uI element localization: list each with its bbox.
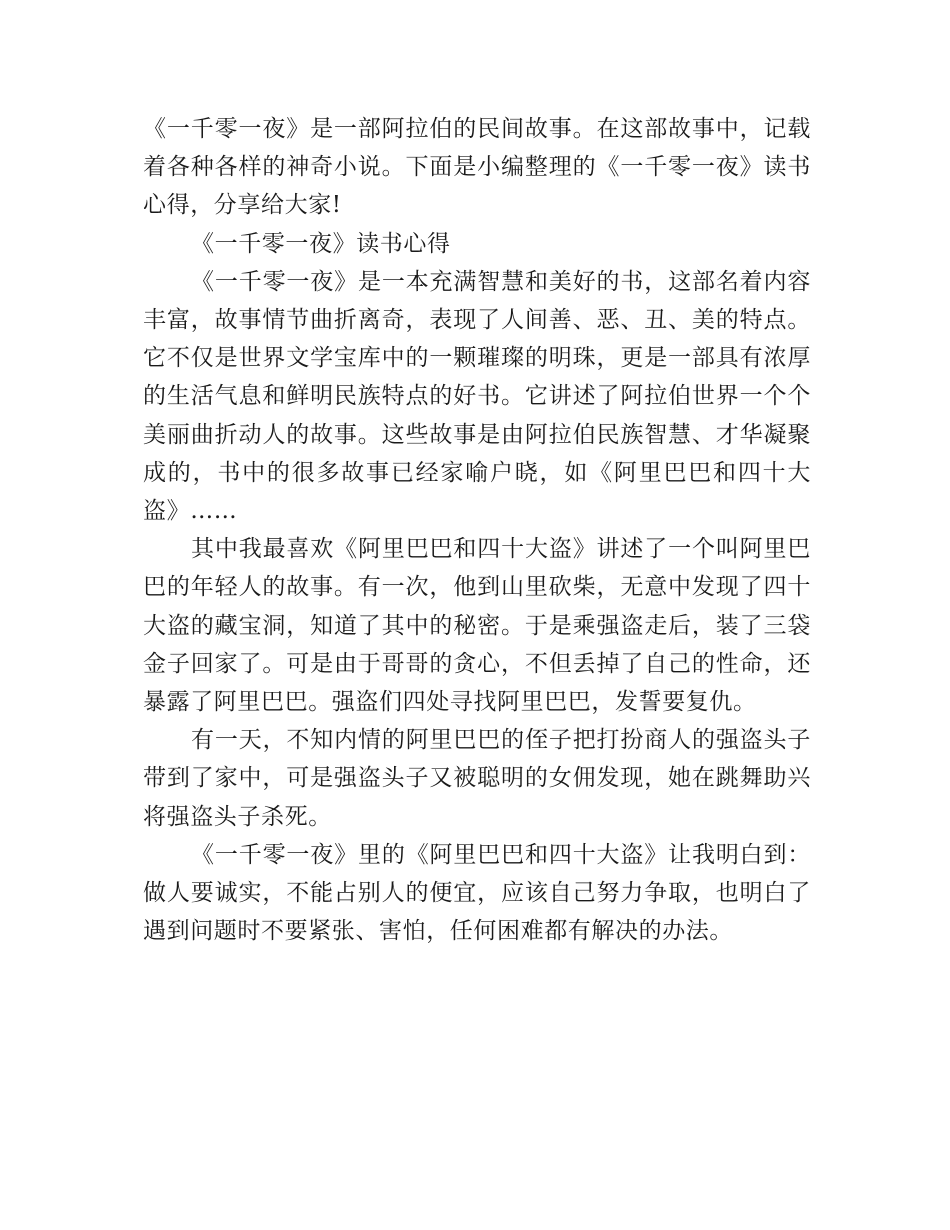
document-heading: 《一千零一夜》读书心得 [191,230,451,257]
body-paragraph-2: 其中我最喜欢《阿里巴巴和四十大盗》讲述了一个叫阿里巴巴的年轻人的故事。有一次，他到山里砍柴，无意中发现了四十大盗的藏宝洞，知道了其中的秘密。于是乘强盗走后，装了三袋金子回家了。可是由于哥哥的贪心，不但丢掉了自己的性命，还暴露了阿里巴巴。强盗们四处寻找阿里巴巴，发誓要复仇。 [143,536,811,716]
body-paragraph-4: 《一千零一夜》里的《阿里巴巴和四十大盗》让我明白到：做人要诚实，不能占别人的便宜，应该自己努力争取，也明白了遇到问题时不要紧张、害怕，任何困难都有解决的办法。 [143,841,811,945]
document-page [143,110,811,950]
body-paragraph-1: 《一千零一夜》是一本充满智慧和美好的书，这部名着内容丰富，故事情节曲折离奇，表现了人间善、恶、丑、美的特点。它不仅是世界文学宝库中的一颗璀璨的明珠，更是一部具有浓厚的生活气息和鲜明民族特点的好书。它讲述了阿拉伯世界一个个美丽曲折动人的故事。这些故事是由阿拉伯民族智慧、才华凝聚成的，书中的很多故事已经家喻户晓，如《阿里巴巴和四十大盗》…… [143,268,811,525]
intro-paragraph: 《一千零一夜》是一部阿拉伯的民间故事。在这部故事中，记载着各种各样的神奇小说。下面是小编整理的《一千零一夜》读书心得，分享给大家! [143,116,811,219]
body-paragraph-3: 有一天，不知内情的阿里巴巴的侄子把打扮商人的强盗头子带到了家中，可是强盗头子又被聪明的女佣发现，她在跳舞助兴将强盗头子杀死。 [143,727,811,830]
